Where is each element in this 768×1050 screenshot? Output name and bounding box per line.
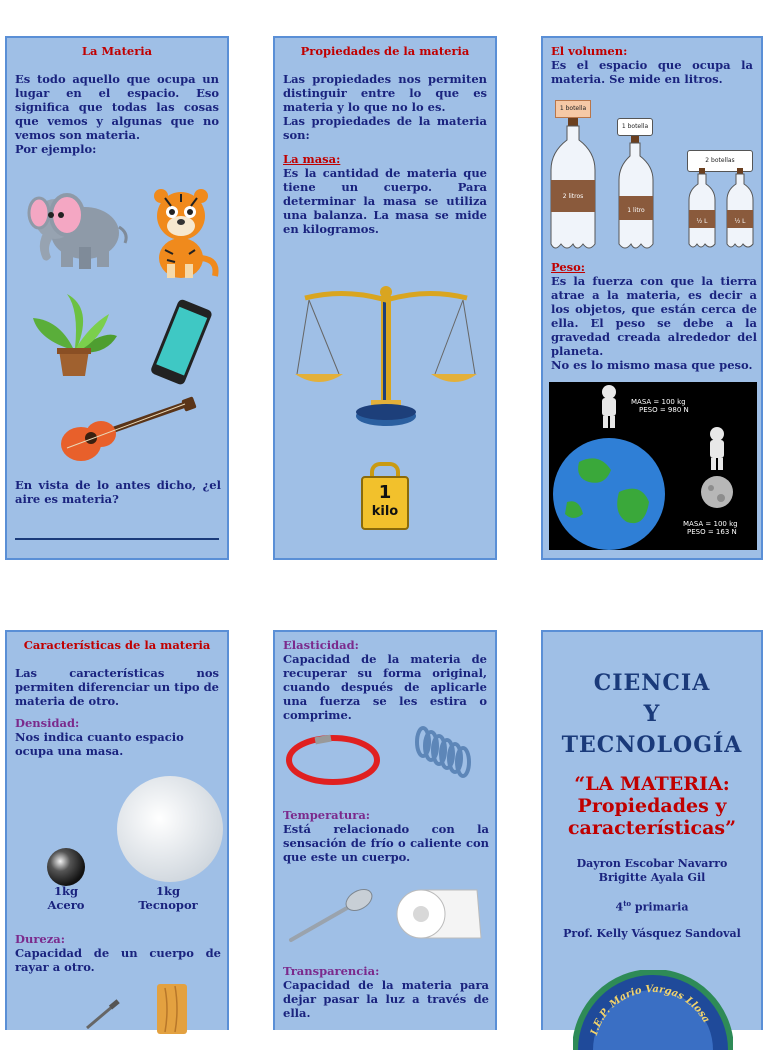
bottle-label-1: 1 botella [555,100,591,118]
cover-title-line2: Y [643,701,661,727]
answer-line [15,538,219,540]
masa-peso-note: No es lo mismo masa que peso. [551,358,753,372]
cover-title-line1: CIENCIA [593,670,711,696]
elasticidad-definition: Capacidad de la materia de recuperar su forma original, cuando después de aplicarle una fuerza se les estira o comprime. [283,652,487,722]
densidad-definition: Nos indica cuanto espacio ocupa una masa. [15,730,184,758]
earth-peso-text: PESO = 980 N [639,406,689,414]
bottles-illustration [547,94,759,254]
author-2: Brigitte Ayala Gil [598,871,706,884]
kilo-weight-image [361,462,409,528]
styrofoam-ball-image [115,774,225,884]
panel-title: Propiedades de la materia [300,44,470,58]
volumen-heading: El volumen: [551,44,628,58]
moon-peso-text: PESO = 163 N [687,528,737,536]
grade-text: primaria [631,900,689,914]
masa-definition: Es la cantidad de materia que tiene un cuerpo. Para determinar la masa se utiliza una balanza. La masa se mide en kilogramos. [283,166,487,236]
toilet-paper-image [391,884,487,944]
propiedades-intro: Las propiedades nos permiten distinguir entre lo que es materia y lo que no lo es. [283,72,487,114]
transparencia-definition: Capacidad de la materia para dejar pasar la luz a través de ella. [283,978,489,1020]
spoon-image [285,886,377,946]
panel-propiedades-2 [273,630,497,1030]
foam-label: Tecnopor [138,898,198,912]
earth-moon-image [549,382,757,550]
cover-subtitle: “LA MATERIA: Propiedades y características” [567,773,737,839]
elephant-image [25,183,133,275]
temperatura-definition: Está relacionado con la sensación de frío o caliente con que este un cuerpo. [283,822,489,864]
volumen-definition: Es el espacio que ocupa la materia. Se mide en litros. [551,58,753,86]
wood-image [153,984,193,1034]
dureza-definition: Capacidad de un cuerpo de rayar a otro. [15,946,221,974]
smartphone-image [145,300,217,386]
balance-scale-image [295,282,477,432]
steel-ball-image [45,846,87,888]
bottle-shapes [547,118,759,254]
author-1: Dayron Escobar Navarro [576,857,728,870]
air-question: En vista de lo antes dicho, ¿el aire es materia? [15,478,221,506]
grade [551,897,753,915]
school-seal-logo [573,970,733,1050]
weight-handle [370,462,400,476]
svg-text:I.E.P. Mario Vargas Llosa: I.E.P. Mario Vargas Llosa [589,983,712,1037]
transparencia-heading: Transparencia: [283,964,380,978]
panel-caracteristicas [5,630,229,1030]
spring-image [409,724,477,780]
panel-volumen-peso [541,36,763,560]
bottle-text-half-a: ½ L [696,218,708,225]
transparencia-block [283,964,489,1020]
masa-heading: La masa: [283,152,341,166]
propiedades-list-intro: Las propiedades de la materia son: [283,114,487,142]
panel-propiedades [273,36,497,560]
densidad-heading: Densidad: [15,716,80,730]
peso-definition: Es la fuerza con que la tierra atrae a la materia, es decir a los objetos, que están cerca de ella. El peso se debe a la gravedad creada alrededor del planeta. [551,274,757,358]
panel-la-materia [5,36,229,560]
bottle-label-3: 2 botellas [687,150,753,172]
temperatura-heading: Temperatura: [283,808,371,822]
weight-body [361,476,409,530]
dureza-block [15,932,221,974]
foam-caption [129,884,207,912]
tiger-image [145,186,223,282]
steel-caption [27,884,105,912]
weight-unit: kilo [371,504,399,519]
earth-masa-text: MASA = 100 kg [631,398,686,406]
bottle-text-half-b: ½ L [734,218,746,225]
guitar-image [59,396,199,466]
bottle-text-2l: 2 litros [562,193,584,200]
materia-definition: Es todo aquello que ocupa un lugar en el espacio. Eso significa que todas las cosas que vemos y algunas que no vemos son materia. [15,72,219,142]
panel-cover [541,630,763,1037]
dureza-heading: Dureza: [15,932,65,946]
rubber-band-image [285,732,381,788]
caracteristicas-intro: Las características nos permiten diferenciar un tipo de materia de otro. [15,666,219,708]
peso-block [551,260,757,372]
nail-image [83,1000,123,1030]
example-label: Por ejemplo: [15,142,97,156]
temperatura-block [283,808,489,864]
weight-number: 1 [378,482,392,503]
grade-number: 4 [615,900,624,914]
bottle-label-2: 1 botella [617,118,653,136]
cover-title-line3: TECNOLOGÍA [561,732,743,758]
grade-superscript: to [623,899,632,908]
moon-masa-text: MASA = 100 kg [683,520,738,528]
foam-mass: 1kg [155,884,180,898]
elasticidad-heading: Elasticidad: [283,638,359,652]
peso-heading: Peso: [551,260,586,274]
teacher: Prof. Kelly Vásquez Sandoval [563,926,741,940]
bottle-text-1l: 1 litro [627,207,645,214]
panel-title: La Materia [81,44,153,58]
plant-image [29,290,121,380]
steel-label: Acero [47,898,85,912]
steel-mass: 1kg [53,884,78,898]
panel-title: Características de la materia [23,638,211,652]
